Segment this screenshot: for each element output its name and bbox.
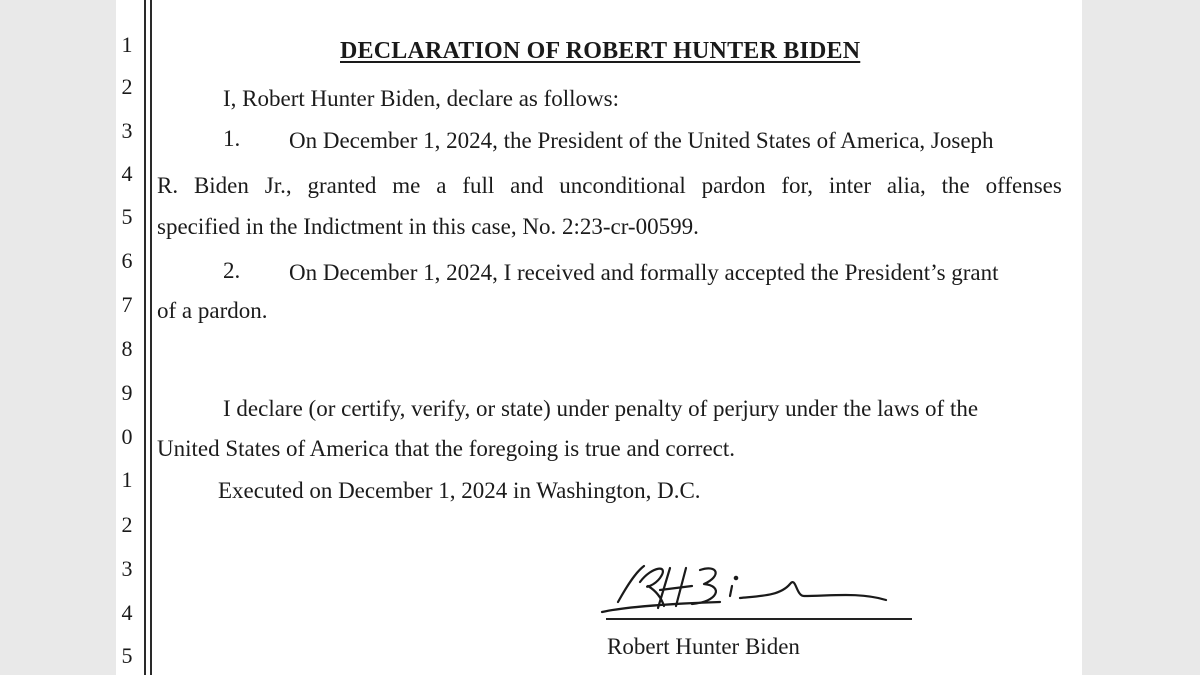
paragraph-1-number: 1. (223, 126, 241, 151)
declaration-line-2: United States of America that the foregoing is true and correct. (157, 436, 735, 461)
margin-rule-inner (150, 0, 152, 675)
justified-word: alia, (886, 173, 926, 198)
margin-rule-outer (144, 0, 146, 675)
justified-word: the (941, 173, 970, 198)
declaration-line-1: I declare (or certify, verify, or state) under penalty of perjury under the laws of the (223, 396, 979, 421)
line-number: 1 (121, 467, 133, 492)
justified-word: R. (157, 173, 179, 198)
executed-line: Executed on December 1, 2024 in Washington, D.C. (218, 478, 701, 503)
paragraph-1-line-2 (157, 173, 1062, 199)
justified-word: Jr., (264, 173, 292, 198)
justified-word: pardon (701, 173, 766, 198)
paragraph-1-line-3: specified in the Indictment in this case, No. 2:23-cr-00599. (157, 214, 699, 239)
paragraph-2-line-2: of a pardon. (157, 298, 268, 323)
justified-word: Biden (193, 173, 249, 198)
line-number: 8 (121, 336, 133, 361)
line-number: 4 (121, 161, 133, 186)
justified-word: for, (781, 173, 813, 198)
line-number: 7 (121, 292, 133, 317)
line-number: 4 (121, 600, 133, 625)
handwritten-signature (600, 556, 900, 618)
justified-word: a (436, 173, 447, 198)
line-number: 6 (121, 248, 133, 273)
justified-word: inter (828, 173, 871, 198)
line-number: 5 (121, 643, 133, 668)
signer-name: Robert Hunter Biden (607, 634, 800, 659)
justified-word: and (510, 173, 544, 198)
line-number: 5 (121, 204, 133, 229)
line-number: 3 (121, 556, 133, 581)
justified-word: me (392, 173, 421, 198)
signature-line (606, 618, 912, 620)
document-title: DECLARATION OF ROBERT HUNTER BIDEN (340, 38, 861, 64)
right-margin (1082, 0, 1200, 675)
line-number: 9 (121, 380, 133, 405)
line-number: 3 (121, 118, 133, 143)
justified-word: offenses (985, 173, 1062, 198)
paragraph-2-number: 2. (223, 258, 241, 283)
line-number: 2 (121, 512, 133, 537)
line-number: 2 (121, 74, 133, 99)
paragraph-2-line-1: On December 1, 2024, I received and formally accepted the President’s grant (289, 260, 999, 285)
justified-word: unconditional (559, 173, 686, 198)
left-margin (0, 0, 116, 675)
line-number: 0 (121, 424, 133, 449)
justified-word: granted (307, 173, 377, 198)
justified-word: full (462, 173, 495, 198)
paragraph-1-line-1: On December 1, 2024, the President of the United States of America, Joseph (289, 128, 994, 153)
line-number: 1 (121, 32, 133, 57)
intro-line: I, Robert Hunter Biden, declare as follows: (223, 86, 619, 111)
